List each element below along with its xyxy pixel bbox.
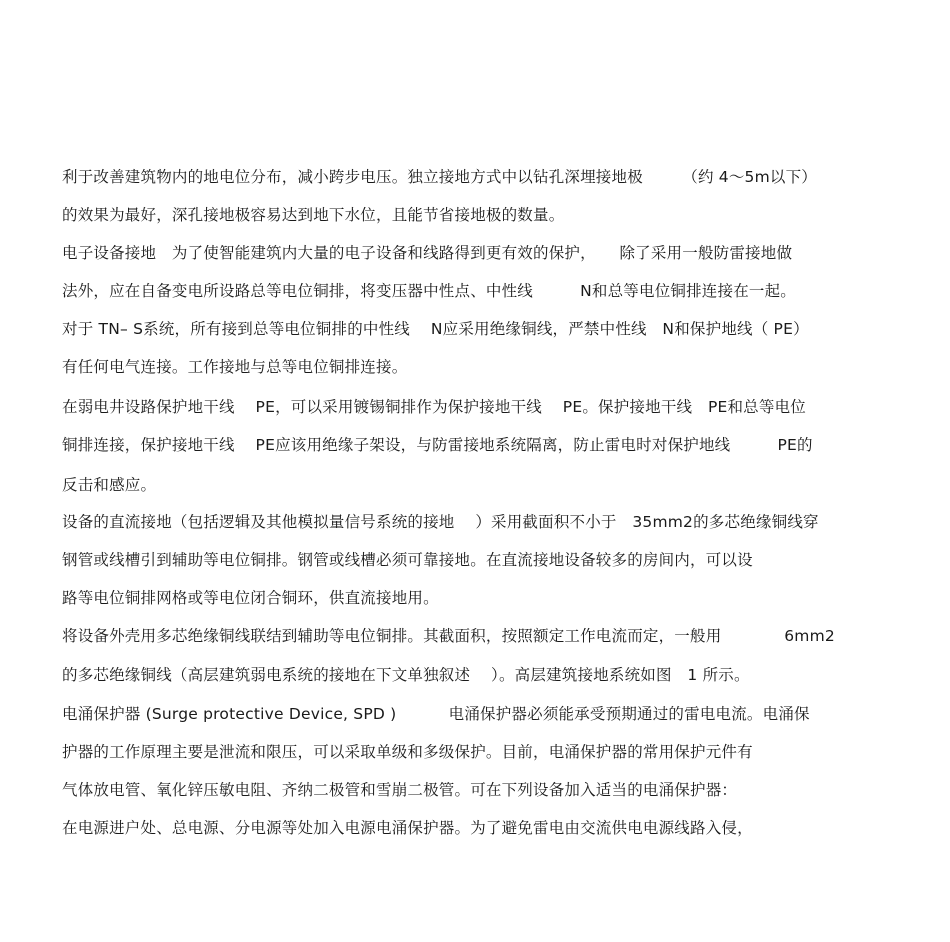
- text-line-10: 设备的直流接地（包括逻辑及其他模拟量信号系统的接地 ）采用截面积不小于 35mm2的多芯绝缘铜线穿: [62, 513, 819, 531]
- text-line-17: 气体放电管、氧化锌压敏电阻、齐纳二极管和雪崩二极管。可在下列设备加入适当的电涌保护器：: [62, 781, 738, 799]
- text-line-18: 在电源进户处、总电源、分电源等处加入电源电涌保护器。为了避免雷电由交流供电电源线路入侵，: [62, 819, 753, 837]
- text-line-2: 的效果为最好，深孔接地极容易达到地下水位，且能节省接地极的数量。: [62, 206, 565, 224]
- text-line-15: 电涌保护器 (Surge protective Device, SPD ) 电涌保护器必须能承受预期通过的雷电电流。电涌保: [62, 705, 810, 723]
- text-line-8: 铜排连接，保护接地干线 PE应该用绝缘子架设，与防雷接地系统隔离，防止雷电时对保护地线 PE的: [62, 436, 813, 454]
- text-line-1: 利于改善建筑物内的地电位分布，减小跨步电压。独立接地方式中以钻孔深埋接地极 （约 4～5m以下）: [62, 168, 818, 186]
- text-line-14: 的多芯绝缘铜线（高层建筑弱电系统的接地在下文单独叙述 ）。高层建筑接地系统如图 1 所示。: [62, 666, 750, 684]
- text-line-13: 将设备外壳用多芯绝缘铜线联结到辅助等电位铜排。其截面积，按照额定工作电流而定，一般用 6mm2: [62, 627, 835, 645]
- text-line-4: 法外，应在自备变电所设路总等电位铜排，将变压器中性点、中性线 N和总等电位铜排连接在一起。: [62, 282, 796, 300]
- text-line-9: 反击和感应。: [62, 476, 157, 494]
- text-line-11: 钢管或线槽引到辅助等电位铜排。钢管或线槽必须可靠接地。在直流接地设备较多的房间内，可以设: [62, 551, 753, 569]
- text-line-3: 电子设备接地 为了使智能建筑内大量的电子设备和线路得到更有效的保护， 除了采用一般防雷接地做: [62, 244, 793, 262]
- text-line-16: 护器的工作原理主要是泄流和限压，可以采取单级和多级保护。目前，电涌保护器的常用保护元件有: [62, 743, 753, 761]
- text-line-7: 在弱电井设路保护地干线 PE，可以采用镀锡铜排作为保护接地干线 PE。保护接地干线 PE和总等电位: [62, 398, 806, 416]
- text-line-12: 路等电位铜排网格或等电位闭合铜环，供直流接地用。: [62, 589, 439, 607]
- text-line-6: 有任何电气连接。工作接地与总等电位铜排连接。: [62, 358, 408, 376]
- text-line-5: 对于 TN– S系统，所有接到总等电位铜排的中性线 N应采用绝缘铜线，严禁中性线 N和保护地线（ PE）: [62, 320, 809, 338]
